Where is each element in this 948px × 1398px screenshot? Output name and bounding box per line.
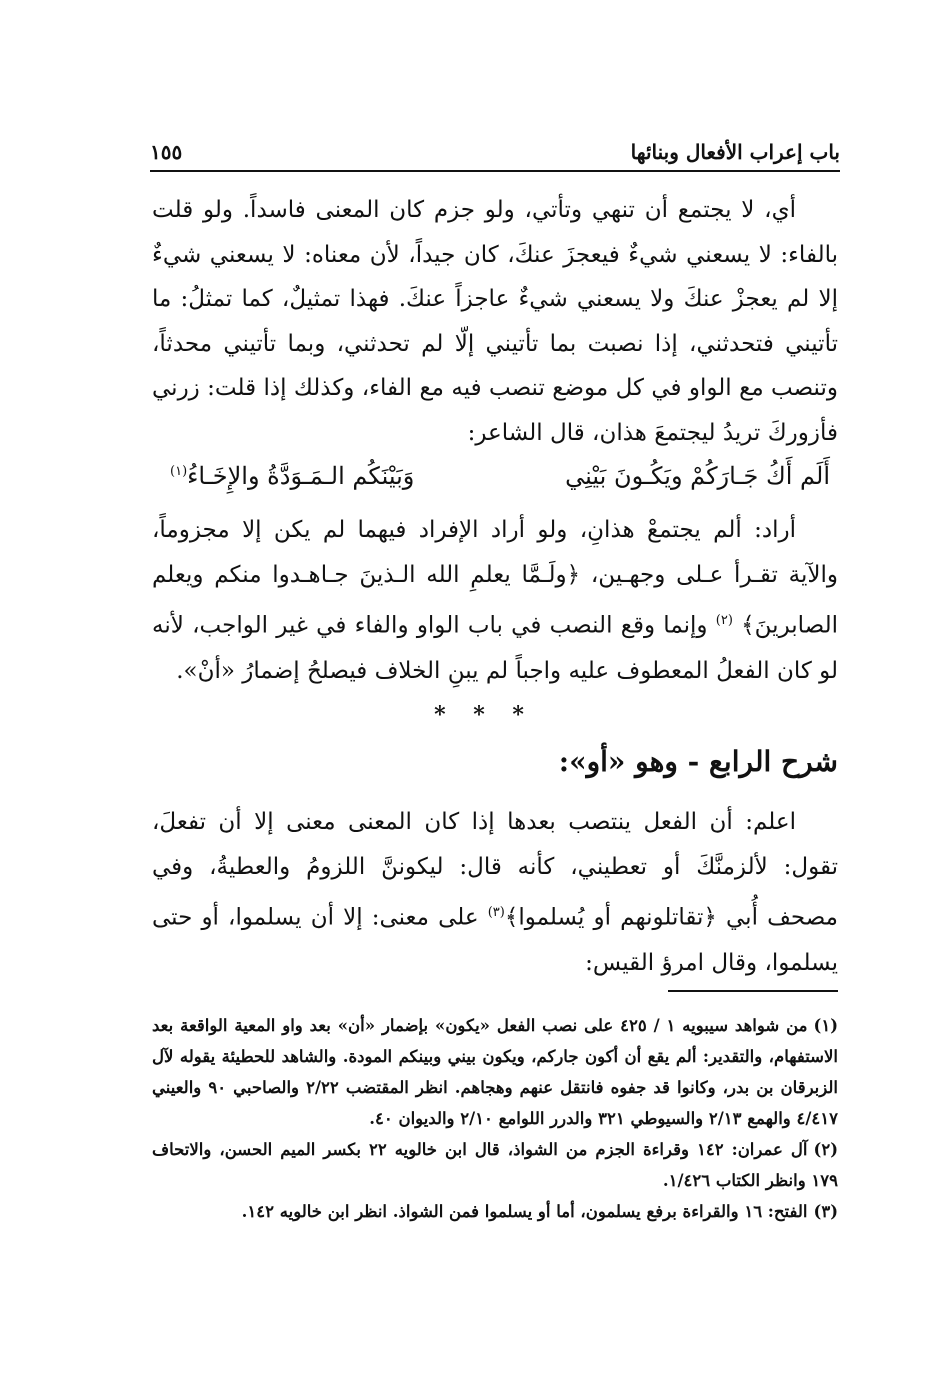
paragraph-2: أراد: ألم يجتمعْ هذانِ، ولو أراد الإفراد فيهما لم يكن إلا مجزوماً، والآية تقـرأ عـلى وجهـين، ﴿ولَـمَّا يعلمِ الله الـذينَ جـاهـدوا منكم ويعلم الصابرينَ﴾ $^{(٢)}$ وإنما وقع النصب في باب الواو والفاء في غير الواجب، لأنه لو كان الفعلُ المعطوف عليه واجباً لم يبنِ الخلاف فيصلحُ إضمارُ «أنْ». bbox=[152, 517, 839, 684]
header-rule bbox=[150, 170, 840, 172]
footnote-2: (٢)آل عمران: ١٤٢ وقراءة الجزم من الشواذ، قال ابن خالويه ٢٢ بكسر الميم الحسن، والاتحاف ١٧٩ وانظر الكتاب ١/٤٢٦. bbox=[152, 1140, 838, 1190]
paragraph-3-block bbox=[152, 800, 838, 986]
page-number: ١٥٥ bbox=[150, 140, 183, 164]
paragraph-2-block bbox=[152, 508, 838, 694]
section-separator: * * * bbox=[434, 702, 534, 728]
footnote-ref-1: (١) bbox=[170, 464, 188, 479]
section-heading: شرح الرابع - وهو «أو»: bbox=[558, 745, 838, 778]
paragraph-3: اعلم: أن الفعل ينتصب بعدها إذا كان المعنى معنى إلا أن تفعلَ، تقول: لألزمنَّكَ أو تعطيني، كأنه قال: ليكوننَّ اللزومُ والعطيةُ، وفي مصحف أُبي ﴿تقاتلونهم أو يُسلموا﴾$^{(٣)}$ على معنى: إلا أن يسلموا، أو حتى يسلموا، وقال امرؤ القيس: bbox=[152, 809, 838, 976]
footnote-ref-2: (٢) bbox=[715, 613, 733, 628]
verse-first-hemistich: أَلَم أَكُ جَـارَكُمْ ويَكُـونَ بَيْنِي bbox=[565, 462, 830, 490]
footnote-3: (٣)الفتح: ١٦ والقراءة برفع يسلمون، أما أو يسلموا فمن الشواذ. انظر ابن خالويه ١٤٢. bbox=[241, 1202, 838, 1221]
footnote-ref-3: (٣) bbox=[487, 905, 505, 920]
running-header bbox=[150, 128, 840, 164]
main-text-block bbox=[152, 188, 838, 455]
footnotes bbox=[152, 1010, 838, 1227]
poetry-verse bbox=[170, 450, 830, 502]
verse-second-hemistich: وَبَيْنَكُم الـمَـوَدَّةُ والإِخَـاءُ$^{(١)}$ bbox=[170, 462, 415, 490]
paragraph-1: أي، لا يجتمع أن تنهي وتأتي، ولو جزم كان المعنى فاسداً. ولو قلت بالفاء: لا يسعني شيءٌ فيعجزَ عنكَ، كان جيداً، لأن معناه: لا يسعني شيءٌ إلا لم يعجزْ عنكَ ولا يسعني شيءٌ عاجزاً عنكَ. فهذا تمثيلٌ، كما تمثلُ: ما تأتيني فتحدثني، إذا نصبت بما تأتيني إلّا لم تحدثني، وبما تأتيني محدثاً، وتنصب مع الواو في كل موضع تنصب فيه مع الفاء، وكذلك إذا قلت: زرني فأزوركَ تريدُ ليجتمعَ هذان، قال الشاعر: bbox=[152, 197, 838, 446]
footnote-rule bbox=[668, 990, 838, 992]
footnote-1: (١)من شواهد سيبويه ١ / ٤٢٥ على نصب الفعل «يكون» بإضمار «أن» بعد واو المعية الواقعة بعد الاستفهام، والتقدير: ألم يقع أن أكون جاركم، ويكون بيني وبينكم المودة. والشاهد للحطيئة يقوله لآل الزبرقان بن بدر، وكانوا قد جفوه فانتقل عنهم وهجاهم. انظر المقتضب ٢/٢٢ والصاحبي ٩٠ والعيني ٤/٤١٧ والهمع ٢/١٣ والسيوطي ٣٢١ والدرر اللوامع ٢/١٠ والديوان ٤٠. bbox=[152, 1016, 838, 1128]
chapter-title: باب إعراب الأفعال وبنائها bbox=[630, 140, 840, 164]
